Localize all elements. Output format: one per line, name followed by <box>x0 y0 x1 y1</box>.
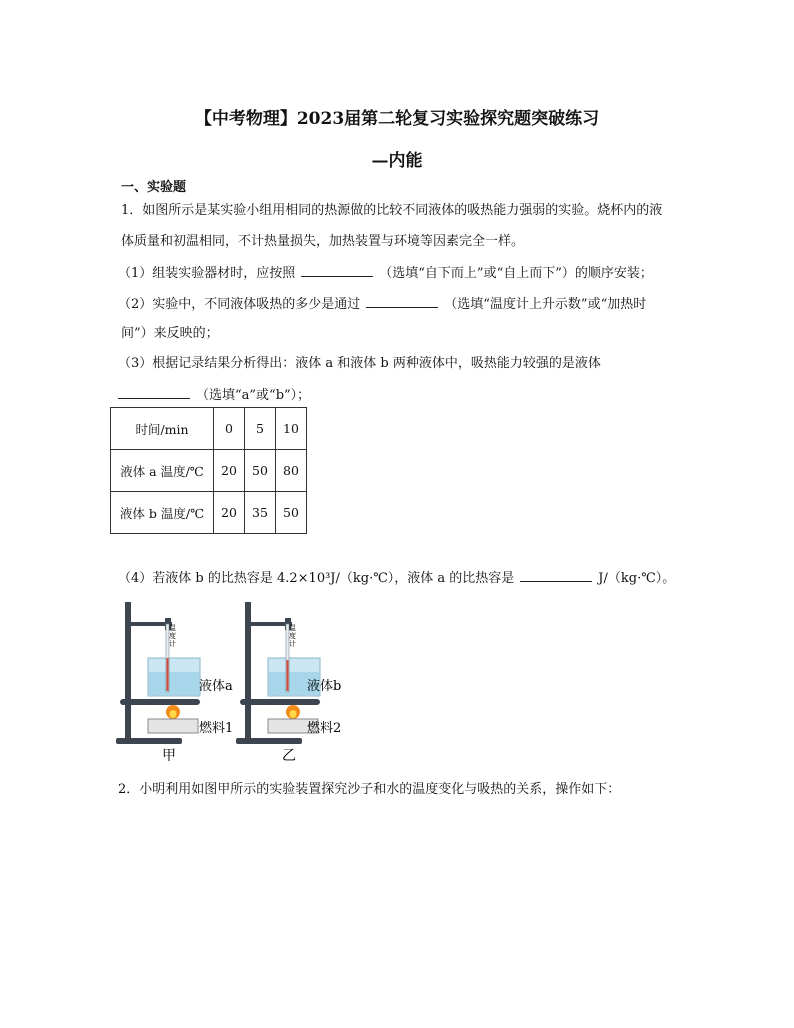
data-table <box>110 407 307 534</box>
table-cell: 20 <box>214 450 245 492</box>
support-ring <box>120 699 200 705</box>
liquid-a <box>149 672 199 695</box>
q1-part2-text-b: （选填“温度计上升示数”或“加热时 <box>444 297 647 312</box>
fuel-1-label: 燃料1 <box>199 721 234 736</box>
stand-base <box>116 738 182 744</box>
support-ring <box>240 699 320 705</box>
table-cell: 0 <box>214 408 245 450</box>
answer-blank-4[interactable] <box>520 569 592 582</box>
figure-label-right: 乙 <box>282 748 296 764</box>
apparatus-left <box>116 602 200 744</box>
fuel-2-label: 燃料2 <box>307 721 342 736</box>
table-cell: 液体 b 温度/℃ <box>111 492 214 534</box>
table-cell: 液体 a 温度/℃ <box>111 450 214 492</box>
table-cell: 35 <box>245 492 276 534</box>
thermometer-liquid <box>287 660 289 691</box>
liquid-a-label: 液体a <box>199 679 233 694</box>
q1-part4 <box>118 569 675 587</box>
table-row <box>111 492 307 534</box>
thermometer-liquid <box>167 658 169 691</box>
answer-blank-3[interactable] <box>118 386 190 399</box>
thermometer-label-2: 度 <box>289 632 296 640</box>
table-row <box>111 450 307 492</box>
q1-part2-cont: 间”）来反映的； <box>121 326 219 341</box>
q1-part2-text-a: （2）实验中，不同液体吸热的多少是通过 <box>118 297 361 312</box>
q1-part3-text-b: （选填“a”或“b”）； <box>196 388 311 403</box>
experiment-figure <box>112 598 362 766</box>
thermometer-label-1: 温 <box>289 624 296 632</box>
table-cell: 时间/min <box>111 408 214 450</box>
q1-intro-line2: 体质量和初温相同，不计热量损失，加热装置与环境等因素完全一样。 <box>121 234 525 249</box>
table-row <box>111 408 307 450</box>
section-heading: 一、实验题 <box>121 180 187 195</box>
answer-blank-1[interactable] <box>301 264 373 277</box>
q1-intro-line1: 1．如图所示是某实验小组用相同的热源做的比较不同液体的吸热能力强弱的实验。烧杯内的液 <box>121 203 663 218</box>
thermometer-label-3: 计 <box>169 640 176 648</box>
q1-part3-text-a: （3）根据记录结果分析得出：液体 a 和液体 b 两种液体中，吸热能力较强的是液体 <box>118 356 601 371</box>
q1-part1 <box>118 264 653 282</box>
thermometer-label-3: 计 <box>289 640 296 648</box>
table-cell: 50 <box>276 492 307 534</box>
q2-text: 2．小明利用如图甲所示的实验装置探究沙子和水的温度变化与吸热的关系，操作如下： <box>118 782 621 797</box>
q1-part4-text-a: （4）若液体 b 的比热容是 4.2×10³J/（kg·℃），液体 a 的比热容是 <box>118 571 515 586</box>
stand-base <box>236 738 302 744</box>
figure-label-left: 甲 <box>162 748 176 764</box>
liquid-b-label: 液体b <box>307 679 342 694</box>
q1-part3-line2 <box>118 386 310 404</box>
table-cell: 10 <box>276 408 307 450</box>
document-title-line2: —内能 <box>371 151 423 171</box>
table-cell: 50 <box>245 450 276 492</box>
table-cell: 80 <box>276 450 307 492</box>
table-cell: 20 <box>214 492 245 534</box>
thermometer-label-2: 度 <box>169 632 176 640</box>
fuel-burner <box>148 719 198 733</box>
thermometer-label-1: 温 <box>169 624 176 632</box>
table-cell: 5 <box>245 408 276 450</box>
q1-part1-text-b: （选填“自下而上”或“自上而下”）的顺序安装； <box>379 266 653 281</box>
q1-part2 <box>118 295 646 313</box>
answer-blank-2[interactable] <box>366 295 438 308</box>
q1-part1-text-a: （1）组装实验器材时，应按照 <box>118 266 296 281</box>
document-title-line1: 【中考物理】2023届第二轮复习实验探究题突破练习 <box>194 109 600 129</box>
q1-part4-text-b: J/（kg·℃）。 <box>598 571 676 586</box>
